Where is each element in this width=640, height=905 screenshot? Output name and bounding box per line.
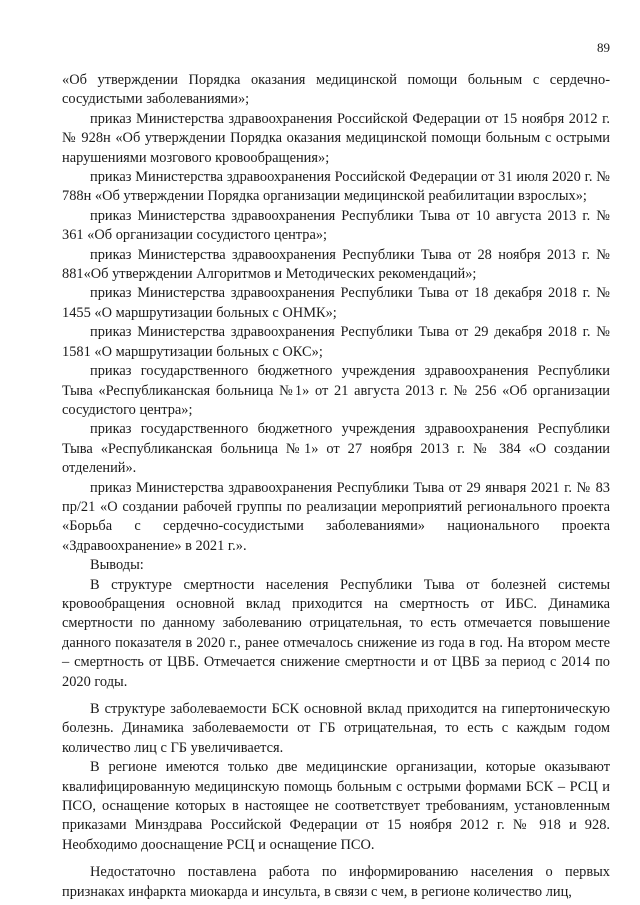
- conclusions-heading: Выводы:: [90, 557, 144, 574]
- paragraph: «Об утверждении Порядка оказания медицинской помощи больным с сердечно-сосудистыми заболеваниями»;: [62, 72, 610, 108]
- paragraph: приказ Министерства здравоохранения Республики Тыва от 29 декабря 2018 г. № 1581 «О маршрутизации больных с ОКС»;: [62, 324, 610, 360]
- paragraph: приказ государственного бюджетного учреждения здравоохранения Республики Тыва «Республиканская больница №1» от 21 августа 2013 г. № 256 «Об организации сосудистого центра»;: [62, 363, 610, 418]
- paragraph: В структуре заболеваемости БСК основной вклад приходится на гипертоническую болезнь. Динамика заболеваемости от ГБ отрицательная, то есть с каждым годом количество лиц с ГБ увеличивается.: [62, 701, 610, 756]
- paragraph: приказ государственного бюджетного учреждения здравоохранения Республики Тыва «Республиканская больница №1» от 27 ноября 2013 г. № 384 «О создании отделений».: [62, 421, 610, 477]
- paragraph: приказ Министерства здравоохранения Республики Тыва от 10 августа 2013 г. № 361 «Об организации сосудистого центра»;: [62, 207, 610, 244]
- paragraph: приказ Министерства здравоохранения Республики Тыва от 28 ноября 2013 г. № 881«Об утверждении Алгоритмов и Методических рекомендаций»;: [62, 246, 610, 283]
- paragraph: приказ Министерства здравоохранения Российской Федерации от 15 ноября 2012 г. № 928н «Об утверждении Порядка оказания медицинской помощи больным с острыми нарушениями мозгового кровообращения»;: [62, 110, 610, 166]
- paragraph: В структуре смертности населения Республики Тыва от болезней системы кровообращения основной вклад приходится на смертность от ИБС. Динамика смертности по данному заболеванию отрицательная, то есть отмечается повышение данного показателя в 2020 г., ранее отмечалось снижение из года в год. На втором месте – смертность от ЦВБ. Отмечается снижение смертности и от ЦВБ за период с 2014 по 2020 годы.: [62, 576, 610, 690]
- page-number: 89: [597, 40, 610, 55]
- paragraph: В регионе имеются только две медицинские организации, которые оказывают квалифицированную медицинскую помощь больным с острыми формами БСК – РСЦ и ПСО, оснащение которых в настоящее не соответствует требованиям, установленным приказами Минздрава Российской Федерации от 15 ноября 2012 г. № 918 и 928. Необходимо дооснащение РСЦ и оснащение ПСО.: [62, 759, 610, 853]
- paragraph: приказ Министерства здравоохранения Республики Тыва от 29 января 2021 г. № 83 пр/21 «О создании рабочей группы по реализации мероприятий регионального проекта «Борьба с сердечно-сосудистыми заболеваниями» национального проекта «Здравоохранение» в 2021 г.».: [62, 479, 610, 554]
- paragraph: приказ Министерства здравоохранения Республики Тыва от 18 декабря 2018 г. № 1455 «О маршрутизации больных с ОНМК»;: [62, 285, 610, 321]
- body-text: [62, 71, 610, 902]
- paragraph: Недостаточно поставлена работа по информированию населения о первых признаках инфаркта миокарда и инсульта, в связи с чем, в регионе количество лиц,: [62, 864, 610, 900]
- paragraph: приказ Министерства здравоохранения Российской Федерации от 31 июля 2020 г. № 788н «Об утверждении Порядка организации медицинской реабилитации взрослых»;: [62, 169, 610, 205]
